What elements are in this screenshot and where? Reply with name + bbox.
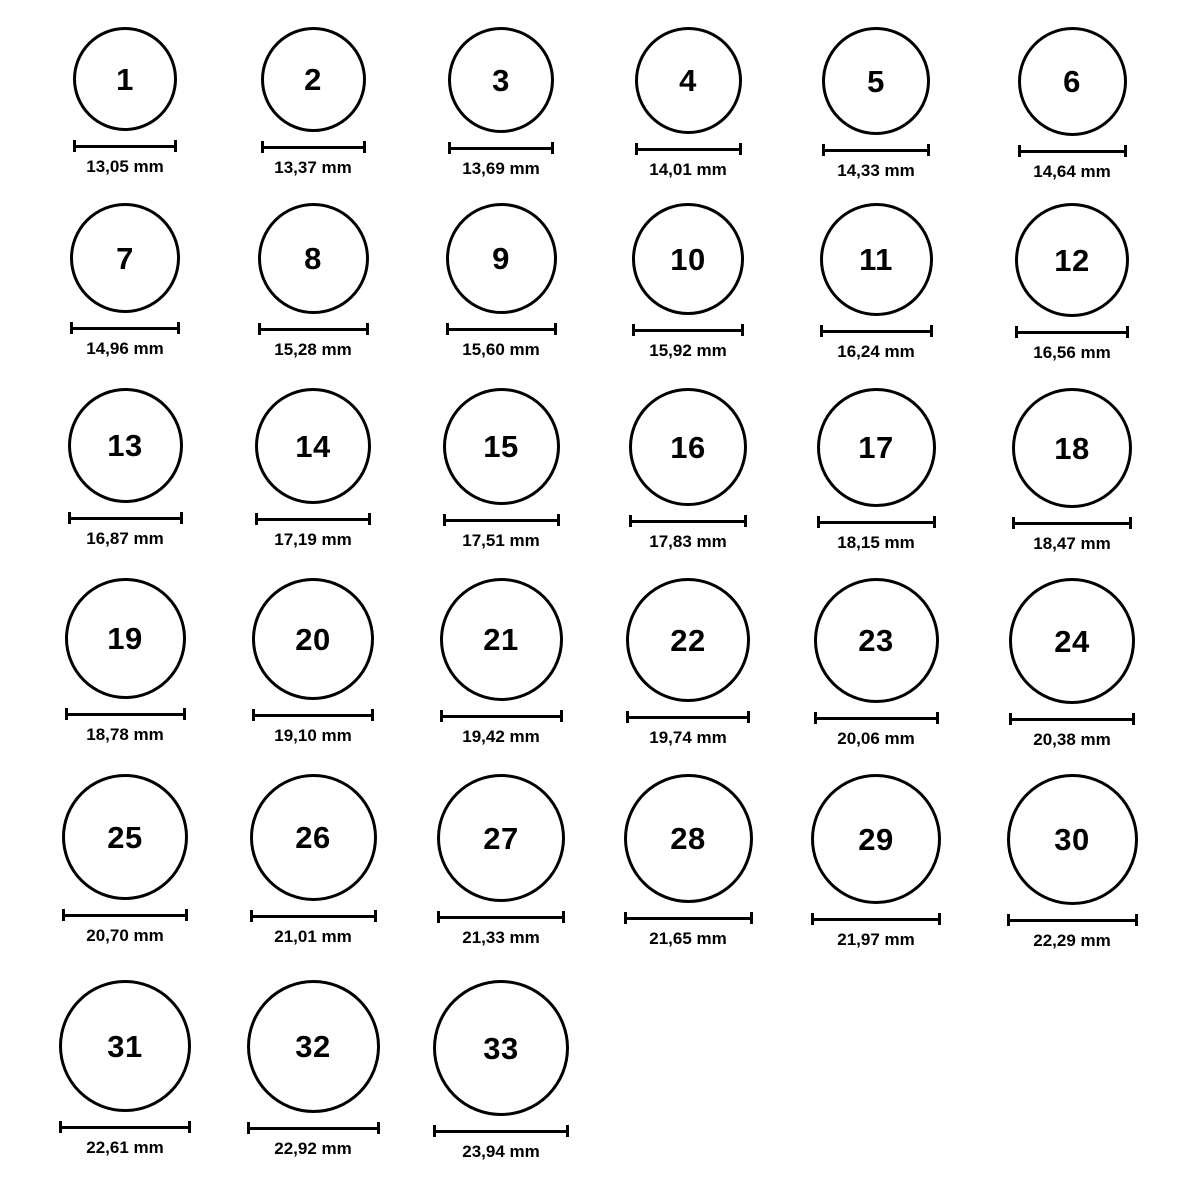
diameter-label: 20,06 mm [837, 729, 915, 748]
ring-size-number: 12 [1054, 242, 1090, 278]
diameter-label: 15,92 mm [649, 341, 727, 360]
ring-size-cell [618, 578, 758, 746]
ring-circle [1015, 203, 1129, 317]
ring-size-cell [243, 203, 383, 358]
ring-size-number: 20 [295, 621, 331, 657]
measure-line [629, 520, 747, 523]
measure-tick-right [566, 1125, 569, 1137]
measure-line [252, 714, 374, 717]
measure-tick-right [560, 710, 563, 722]
ring-size-cell [55, 388, 195, 547]
measure-tick-left [65, 708, 68, 720]
measure-tick-right [930, 325, 933, 337]
ring-circle [65, 578, 186, 699]
measure-tick-right [551, 142, 554, 154]
ring-circle [629, 388, 747, 506]
measure-tick-left [70, 322, 73, 334]
ring-size-number: 22 [670, 622, 706, 658]
measure-tick-left [261, 141, 264, 153]
diameter-measure-bar [73, 140, 177, 151]
measure-line [811, 918, 941, 921]
diameter-measure-bar [1018, 145, 1127, 156]
measure-line [814, 717, 939, 720]
diameter-measure-bar [247, 1122, 380, 1133]
ring-size-number: 33 [483, 1030, 519, 1066]
ring-circle [261, 27, 366, 132]
diameter-label: 21,33 mm [462, 928, 540, 947]
ring-circle [632, 203, 744, 315]
ring-size-number: 23 [858, 623, 894, 658]
ring-size-cell [431, 774, 571, 946]
diameter-measure-bar [252, 709, 374, 720]
measure-tick-left [817, 516, 820, 528]
ring-size-number: 25 [107, 819, 143, 855]
measure-tick-right [557, 514, 560, 526]
measure-tick-left [73, 140, 76, 152]
diameter-label: 13,69 mm [462, 159, 540, 178]
ring-size-number: 17 [858, 430, 894, 465]
ring-circle [446, 203, 557, 314]
measure-line [626, 716, 750, 719]
ring-size-number: 31 [107, 1028, 143, 1064]
ring-size-cell [55, 203, 195, 357]
measure-tick-left [252, 709, 255, 721]
ring-circle [1009, 578, 1135, 704]
measure-line [433, 1130, 569, 1133]
ring-size-cell [55, 578, 195, 743]
measure-tick-right [371, 709, 374, 721]
measure-tick-right [554, 323, 557, 335]
diameter-measure-bar [261, 141, 366, 152]
ring-size-number: 13 [107, 428, 143, 463]
diameter-label: 19,42 mm [462, 727, 540, 746]
diameter-label: 15,28 mm [274, 340, 352, 359]
diameter-label: 23,94 mm [462, 1142, 540, 1161]
ring-size-cell [431, 578, 571, 745]
measure-line [624, 917, 753, 920]
measure-tick-left [446, 323, 449, 335]
measure-tick-left [624, 912, 627, 924]
ring-size-cell [55, 27, 195, 175]
ring-size-number: 24 [1054, 623, 1090, 659]
measure-tick-left [820, 325, 823, 337]
measure-tick-left [62, 909, 65, 921]
measure-tick-right [180, 512, 183, 524]
measure-tick-right [188, 1121, 191, 1133]
ring-size-number: 32 [295, 1029, 331, 1064]
measure-tick-right [1126, 326, 1129, 338]
measure-line [1009, 718, 1135, 721]
ring-circle [247, 980, 380, 1113]
diameter-measure-bar [258, 323, 369, 334]
measure-line [62, 914, 188, 917]
diameter-label: 22,61 mm [86, 1138, 164, 1157]
ring-size-number: 26 [295, 820, 331, 855]
ring-size-cell [431, 27, 571, 177]
ring-size-number: 1 [116, 61, 134, 97]
diameter-measure-bar [624, 912, 753, 923]
ring-size-cell [1002, 388, 1142, 552]
measure-line [635, 148, 742, 151]
diameter-measure-bar [629, 515, 747, 526]
ring-size-cell [243, 578, 383, 744]
diameter-measure-bar [446, 323, 557, 334]
measure-tick-left [68, 512, 71, 524]
measure-tick-right [933, 516, 936, 528]
ring-size-cell [431, 388, 571, 549]
diameter-measure-bar [635, 143, 742, 154]
diameter-label: 21,01 mm [274, 927, 352, 946]
ring-size-number: 28 [670, 821, 706, 856]
diameter-label: 16,56 mm [1033, 343, 1111, 362]
diameter-label: 16,87 mm [86, 529, 164, 548]
ring-size-cell [1002, 578, 1142, 748]
ring-size-number: 10 [670, 241, 706, 277]
diameter-label: 16,24 mm [837, 342, 915, 361]
measure-tick-right [174, 140, 177, 152]
diameter-label: 21,97 mm [837, 930, 915, 949]
measure-line [448, 147, 554, 150]
ring-circle [817, 388, 936, 507]
measure-line [443, 519, 560, 522]
diameter-measure-bar [255, 513, 371, 524]
ring-size-cell [806, 27, 946, 179]
diameter-measure-bar [1012, 517, 1132, 528]
measure-tick-left [1015, 326, 1018, 338]
measure-line [70, 327, 180, 330]
measure-tick-left [250, 910, 253, 922]
ring-size-cell [806, 388, 946, 551]
measure-line [820, 330, 933, 333]
measure-line [1018, 150, 1127, 153]
diameter-label: 14,01 mm [649, 160, 727, 179]
diameter-measure-bar [817, 516, 936, 527]
measure-tick-left [443, 514, 446, 526]
measure-tick-right [927, 144, 930, 156]
measure-tick-left [437, 911, 440, 923]
ring-size-number: 5 [867, 63, 885, 99]
ring-circle [1012, 388, 1132, 508]
ring-size-number: 2 [304, 62, 322, 97]
diameter-measure-bar [448, 142, 554, 153]
diameter-measure-bar [433, 1125, 569, 1136]
measure-line [437, 916, 565, 919]
measure-tick-right [1132, 713, 1135, 725]
diameter-label: 21,65 mm [649, 929, 727, 948]
ring-size-cell [806, 203, 946, 360]
measure-line [1012, 522, 1132, 525]
measure-tick-right [368, 513, 371, 525]
measure-tick-left [814, 712, 817, 724]
ring-circle [624, 774, 753, 903]
measure-line [446, 328, 557, 331]
ring-size-number: 19 [107, 621, 143, 656]
ring-circle [73, 27, 177, 131]
measure-tick-right [177, 322, 180, 334]
ring-size-number: 27 [483, 820, 519, 856]
ring-circle [820, 203, 933, 316]
ring-size-cell [1002, 27, 1142, 180]
measure-tick-left [1007, 914, 1010, 926]
measure-tick-left [811, 913, 814, 925]
diameter-measure-bar [437, 911, 565, 922]
ring-size-number: 18 [1054, 430, 1090, 466]
diameter-measure-bar [250, 910, 377, 921]
ring-size-number: 7 [116, 240, 134, 276]
ring-size-cell [618, 774, 758, 947]
ring-size-cell [243, 388, 383, 548]
measure-tick-right [377, 1122, 380, 1134]
ring-circle [59, 980, 191, 1112]
measure-tick-right [374, 910, 377, 922]
ring-size-number: 14 [295, 428, 331, 464]
measure-tick-left [255, 513, 258, 525]
diameter-label: 13,37 mm [274, 158, 352, 177]
diameter-measure-bar [65, 708, 186, 719]
diameter-label: 17,51 mm [462, 531, 540, 550]
measure-tick-left [433, 1125, 436, 1137]
ring-circle [70, 203, 180, 313]
diameter-measure-bar [70, 322, 180, 333]
measure-tick-right [366, 323, 369, 335]
diameter-label: 18,15 mm [837, 533, 915, 552]
ring-size-cell [243, 774, 383, 945]
measure-line [65, 713, 186, 716]
ring-size-cell [243, 27, 383, 176]
measure-line [632, 329, 744, 332]
diameter-measure-bar [811, 913, 941, 924]
diameter-label: 13,05 mm [86, 157, 164, 176]
measure-tick-right [363, 141, 366, 153]
diameter-measure-bar [440, 710, 563, 721]
ring-size-number: 9 [492, 241, 510, 276]
measure-line [822, 149, 930, 152]
ring-size-cell [1002, 203, 1142, 361]
measure-tick-right [739, 143, 742, 155]
diameter-measure-bar [822, 144, 930, 155]
measure-tick-right [936, 712, 939, 724]
ring-size-number: 16 [670, 429, 706, 465]
ring-size-number: 6 [1063, 64, 1081, 99]
measure-tick-right [744, 515, 747, 527]
measure-tick-right [183, 708, 186, 720]
measure-line [258, 328, 369, 331]
diameter-label: 18,47 mm [1033, 534, 1111, 553]
diameter-label: 19,10 mm [274, 726, 352, 745]
ring-size-cell [431, 203, 571, 358]
ring-circle [68, 388, 183, 503]
diameter-measure-bar [820, 325, 933, 336]
measure-tick-right [1129, 517, 1132, 529]
ring-circle [822, 27, 930, 135]
measure-line [1007, 919, 1138, 922]
measure-tick-right [750, 912, 753, 924]
ring-size-number: 3 [492, 62, 510, 98]
measure-tick-right [562, 911, 565, 923]
ring-circle [1018, 27, 1127, 136]
ring-size-cell [806, 578, 946, 747]
measure-tick-right [1135, 914, 1138, 926]
ring-size-cell [806, 774, 946, 948]
diameter-measure-bar [626, 711, 750, 722]
diameter-label: 18,78 mm [86, 725, 164, 744]
measure-tick-left [247, 1122, 250, 1134]
measure-line [1015, 331, 1129, 334]
ring-size-cell [55, 774, 195, 944]
measure-line [250, 915, 377, 918]
ring-circle [250, 774, 377, 901]
ring-size-cell [618, 388, 758, 550]
measure-line [73, 145, 177, 148]
diameter-label: 14,64 mm [1033, 162, 1111, 181]
ring-circle [626, 578, 750, 702]
diameter-label: 14,96 mm [86, 339, 164, 358]
ring-circle [814, 578, 939, 703]
diameter-label: 19,74 mm [649, 728, 727, 747]
diameter-measure-bar [59, 1121, 191, 1132]
measure-tick-left [1018, 145, 1021, 157]
ring-size-number: 21 [483, 622, 519, 657]
ring-circle [635, 27, 742, 134]
measure-line [440, 715, 563, 718]
measure-tick-left [626, 711, 629, 723]
diameter-measure-bar [62, 909, 188, 920]
ring-size-number: 29 [858, 821, 894, 857]
ring-size-number: 4 [679, 63, 697, 98]
diameter-label: 20,70 mm [86, 926, 164, 945]
measure-tick-right [938, 913, 941, 925]
diameter-label: 22,29 mm [1033, 931, 1111, 950]
measure-tick-left [635, 143, 638, 155]
measure-tick-left [822, 144, 825, 156]
diameter-label: 20,38 mm [1033, 730, 1111, 749]
diameter-measure-bar [1009, 713, 1135, 724]
ring-circle [252, 578, 374, 700]
measure-tick-right [185, 909, 188, 921]
ring-size-number: 8 [304, 241, 322, 276]
measure-tick-left [629, 515, 632, 527]
ring-circle [437, 774, 565, 902]
measure-tick-left [1012, 517, 1015, 529]
ring-circle [1007, 774, 1138, 905]
diameter-label: 17,19 mm [274, 530, 352, 549]
ring-size-cell [1002, 774, 1142, 949]
ring-circle [433, 980, 569, 1116]
measure-tick-right [1124, 145, 1127, 157]
measure-tick-left [1009, 713, 1012, 725]
measure-line [247, 1127, 380, 1130]
ring-size-cell [431, 980, 571, 1160]
ring-size-number: 15 [483, 429, 519, 464]
diameter-label: 22,92 mm [274, 1139, 352, 1158]
ring-size-cell [55, 980, 195, 1156]
measure-tick-left [632, 324, 635, 336]
ring-circle [443, 388, 560, 505]
diameter-measure-bar [1015, 326, 1129, 337]
ring-circle [62, 774, 188, 900]
measure-tick-left [258, 323, 261, 335]
ring-size-cell [618, 27, 758, 178]
diameter-measure-bar [443, 514, 560, 525]
diameter-measure-bar [632, 324, 744, 335]
ring-circle [258, 203, 369, 314]
measure-line [255, 518, 371, 521]
ring-size-number: 30 [1054, 822, 1090, 857]
measure-tick-left [440, 710, 443, 722]
diameter-label: 14,33 mm [837, 161, 915, 180]
measure-tick-left [448, 142, 451, 154]
ring-circle [255, 388, 371, 504]
ring-circle [448, 27, 554, 133]
ring-size-cell [243, 980, 383, 1157]
measure-line [59, 1126, 191, 1129]
measure-tick-right [747, 711, 750, 723]
measure-line [68, 517, 183, 520]
diameter-measure-bar [1007, 914, 1138, 925]
measure-line [817, 521, 936, 524]
measure-tick-right [741, 324, 744, 336]
measure-tick-left [59, 1121, 62, 1133]
diameter-measure-bar [68, 512, 183, 523]
ring-size-cell [618, 203, 758, 359]
diameter-label: 15,60 mm [462, 340, 540, 359]
diameter-measure-bar [814, 712, 939, 723]
ring-size-number: 11 [859, 242, 893, 277]
ring-circle [440, 578, 563, 701]
ring-circle [811, 774, 941, 904]
measure-line [261, 146, 366, 149]
diameter-label: 17,83 mm [649, 532, 727, 551]
